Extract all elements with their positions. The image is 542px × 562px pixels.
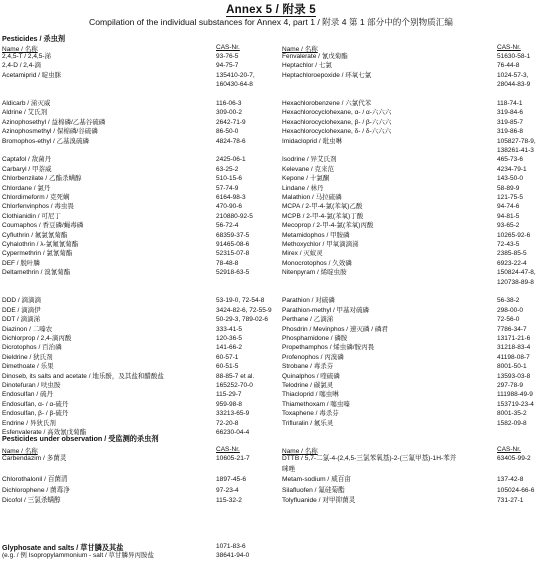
cas-number: 1024-57-3, — [497, 71, 529, 79]
cas-number: 91465-08-6 — [216, 241, 250, 248]
cas-number: 2425-06-1 — [216, 156, 246, 164]
cas-number: 141-66-2 — [216, 344, 243, 352]
section-heading-under-observation: Pesticides under observation / 受监测的杀虫剂 — [2, 434, 159, 443]
cas-number: 3424-82-6, 72-55-9 — [216, 306, 272, 314]
substance-name: Dichlorophene / 菌毒净 — [2, 486, 70, 494]
cas-number: 72-56-0 — [497, 316, 520, 324]
cas-number: 68359-37-5 — [216, 231, 250, 239]
cas-number: 52918-63-5 — [216, 269, 250, 277]
substance-name: Parathion-methyl / 甲基对硫磷 — [282, 306, 370, 314]
cas-number: 86-50-0 — [216, 128, 239, 136]
substance-name: 2,4-D / 2,4-滴 — [2, 62, 42, 70]
page-title — [0, 1, 542, 17]
cas-number: 8001-35-2 — [497, 410, 527, 418]
col-header-name-right: Name / 名称 — [282, 46, 318, 53]
substance-name: Dicrotophos / 百治磷 — [2, 344, 62, 352]
substance-name: 2,4,5-T / 2,4,5-涕 — [2, 53, 52, 60]
cas-number: 309-00-2 — [216, 109, 243, 117]
cas-number: 470-90-6 — [216, 203, 243, 211]
cas-number: 94-81-5 — [497, 212, 520, 220]
substance-name: Imidacloprid / 吡虫啉 — [282, 137, 342, 145]
cas-number: 298-00-0 — [497, 306, 524, 314]
substance-name: Cypermethrin / 氯氰菊酯 — [2, 250, 73, 258]
substance-name: Chlordane / 氯丹 — [2, 184, 51, 192]
substance-name: Strobane / 毒杀芬 — [282, 363, 334, 371]
cas-number: 94-75-7 — [216, 62, 239, 70]
cas-number: 137-42-8 — [497, 476, 524, 483]
substance-name: Chlorfenvinphos / 毒虫畏 — [2, 203, 74, 211]
substance-name: Dichlorprop / 2,4-滴丙酸 — [2, 335, 72, 342]
substance-name: DDT / 滴滴涕 — [2, 316, 41, 324]
substance-name: DEF / 脱叶膦 — [2, 259, 40, 267]
cas-number: 465-73-6 — [497, 156, 524, 164]
substance-name: Trifluralin / 氟乐灵 — [282, 419, 334, 427]
substance-name: Clothianidin / 可尼丁 — [2, 212, 61, 220]
cas-number: 76-44-8 — [497, 62, 520, 70]
substance-name: Acetamiprid / 啶虫脒 — [2, 71, 62, 79]
cas-number: 150824-47-8, — [497, 269, 536, 277]
substance-name: 咪唑 — [282, 465, 296, 473]
substance-name: Parathion / 对硫磷 — [282, 297, 335, 305]
cas-number: 72-20-8 — [216, 419, 239, 427]
cas-number: 93-76-5 — [216, 53, 239, 60]
col-header-cas-left: CAS-Nr. — [216, 44, 240, 51]
cas-number: 8001-50-1 — [497, 363, 527, 371]
cas-number: 105024-66-6 — [497, 486, 535, 494]
cas-number: 94-74-6 — [497, 203, 520, 211]
cas-number: 51630-58-1 — [497, 53, 531, 60]
substance-name: Monocrotophos / 久效磷 — [282, 259, 352, 267]
cas-number: 2642-71-9 — [216, 118, 246, 126]
substance-name: Chlordimeform / 克死螨 — [2, 194, 70, 201]
cas-number: 10265-92-6 — [497, 231, 531, 239]
cas-number: 143-50-0 — [497, 175, 524, 183]
cas-number: 28044-83-9 — [497, 81, 531, 89]
cas-number: 60-51-5 — [216, 363, 239, 371]
substance-name: Lindane / 林丹 — [282, 184, 324, 192]
col-header-name-left-2: Name / 名称 — [2, 448, 38, 455]
cas-number: 66230-04-4 — [216, 429, 250, 436]
substance-name: Azinophosmethyl / 保棉磷/谷硫磷 — [2, 128, 98, 136]
substance-name: Nitenpyram / 烯啶虫胺 — [282, 269, 347, 277]
page-subtitle: Compilation of the individual substances for Annex 4, part 1 / 附录 4 第 1 部分中的个别物质汇编 — [89, 17, 453, 27]
cas-number: 319-86-8 — [497, 128, 524, 136]
cas-number: 120738-89-8 — [497, 278, 534, 286]
section-heading-pesticides: Pesticides / 杀虫剂 — [2, 34, 66, 43]
cas-number: 60-57-1 — [216, 353, 239, 361]
col-header-cas-right-2: CAS-Nr. — [497, 446, 521, 453]
substance-name: Diazinon / 二嗪农 — [2, 325, 53, 333]
cas-number: 4234-79-1 — [497, 165, 527, 173]
substance-name: Tolyfluanide / 对甲抑菌灵 — [282, 497, 356, 504]
section-heading-glyphosate: Glyphosate and salts / 草甘膦及其盐 — [2, 543, 124, 552]
cas-number: 63-25-2 — [216, 165, 239, 173]
cas-number: 93-65-2 — [497, 222, 520, 230]
substance-name: Thiacloprid / 噻虫啉 — [282, 391, 339, 399]
cas-number: 56-72-4 — [216, 222, 239, 230]
cas-number: 41198-08-7 — [497, 353, 530, 361]
substance-name: Captafol / 敌菌丹 — [2, 156, 52, 164]
cas-number: 105827-78-9, — [497, 137, 536, 145]
cas-number: 165252-70-0 — [216, 382, 253, 389]
substance-name: Phosphamidone / 磷胺 — [282, 335, 348, 342]
glyphosate-cas: 1071-83-6 — [216, 543, 246, 550]
substance-name: Silafluofen / 氟硅菊酯 — [282, 486, 345, 494]
cas-number: 118-74-1 — [497, 100, 523, 107]
cas-number: 78-48-8 — [216, 259, 239, 267]
substance-name: DDE / 滴滴伊 — [2, 306, 41, 314]
substance-name: Thiamethoxam / 噻虫嗪 — [282, 400, 350, 408]
glyphosate-example-name: (e.g. / 例 Isopropylammonium - salt / 草甘膦异丙胺盐 — [2, 552, 155, 559]
substance-name: Endrine / 异狄氏剂 — [2, 419, 56, 427]
col-header-cas-left-2: CAS-Nr. — [216, 446, 240, 453]
cas-number: 4824-78-6 — [216, 137, 246, 145]
substance-name: DDD / 滴滴滴 — [2, 297, 41, 305]
cas-number: 33213-65-9 — [216, 410, 250, 418]
cas-number: 153719-23-4 — [497, 400, 534, 408]
cas-number: 115-29-7 — [216, 391, 242, 399]
cas-number: 120-36-5 — [216, 335, 243, 342]
cas-number: 160430-64-8 — [216, 81, 253, 89]
substance-name: Dimethoate / 乐果 — [2, 363, 54, 371]
cas-number: 10605-21-7 — [216, 455, 250, 462]
substance-name: Dicofol / 三氯杀螨醇 — [2, 497, 61, 504]
substance-name: Kelevane / 克来范 — [282, 165, 335, 173]
substance-name: Endosulfan / 硫丹 — [2, 391, 53, 399]
substance-name: Dinotefuran / 呋虫胺 — [2, 382, 61, 389]
substance-name: Propethamphos / 烯虫磷/胺丙畏 — [282, 344, 375, 352]
cas-number: 52315-07-8 — [216, 250, 250, 258]
cas-number: 111988-49-9 — [497, 391, 533, 399]
cas-number: 319-85-7 — [497, 118, 524, 126]
substance-name: Bromophos-ethyl / 乙基溴硫磷 — [2, 137, 90, 145]
cas-number: 50-29-3, 789-02-6 — [216, 316, 269, 324]
cas-number: 297-78-9 — [497, 382, 524, 389]
substance-name: Heptachlor / 七氯 — [282, 62, 332, 70]
substance-name: Carbendazim / 多菌灵 — [2, 455, 67, 462]
substance-name: Aldrine / 艾氏剂 — [2, 109, 48, 117]
substance-name: Isodrine / 异艾氏剂 — [282, 156, 337, 164]
substance-name: Chlorbenzilate / 乙酯杀螨醇 — [2, 175, 82, 183]
substance-name: Hexachlorocyclohexane, β- / β-六六六 — [282, 118, 392, 126]
substance-name: MCPA / 2-甲-4-氯(苯氧)乙酸 — [282, 203, 363, 211]
substance-name: Esfenvalerate / 高效氰戊菊酯 — [2, 429, 87, 436]
substance-name: Aldicarb / 涕灭威 — [2, 100, 51, 107]
cas-number: 58-89-9 — [497, 184, 520, 192]
cas-number: 31218-83-4 — [497, 344, 531, 352]
cas-number: 959-98-8 — [216, 400, 243, 408]
substance-name: Endosulfan, α- / α-硫丹 — [2, 400, 69, 408]
glyphosate-example-cas: 38641-94-0 — [216, 552, 250, 559]
substance-name: Malathion / 马拉硫磷 — [282, 194, 342, 201]
substance-name: Dieldrine / 狄氏剂 — [2, 353, 53, 361]
substance-name: Quinalphos / 喹硫磷 — [282, 372, 340, 380]
cas-number: 56-38-2 — [497, 297, 520, 305]
cas-number: 1582-09-8 — [497, 419, 527, 427]
cas-number: 13593-03-8 — [497, 372, 531, 380]
cas-number: 97-23-4 — [216, 486, 239, 494]
cas-number: 63405-99-2 — [497, 455, 531, 462]
substance-name: Telodrine / 碳氯灵 — [282, 382, 334, 389]
cas-number: 116-06-3 — [216, 100, 242, 107]
substance-name: Kepone / 十氯酮 — [282, 175, 330, 183]
substance-name: Chlorothalonil / 百菌清 — [2, 476, 68, 483]
substance-name: Deltamethrin / 溴氰菊酯 — [2, 269, 71, 277]
substance-name: Carbaryl / 甲萘威 — [2, 165, 52, 173]
cas-number: 88-85-7 et al. — [216, 372, 255, 380]
cas-number: 6923-22-4 — [497, 259, 527, 267]
substance-name: Heptachloroepoxide / 环氧七氯 — [282, 71, 372, 79]
cas-number: 135410-20-7, — [216, 71, 255, 79]
cas-number: 6164-98-3 — [216, 194, 246, 201]
title-text: Annex 5 / 附录 5 — [226, 4, 316, 16]
cas-number: 57-74-9 — [216, 184, 239, 192]
cas-number: 138261-41-3 — [497, 147, 534, 154]
substance-name: MCPB / 2-甲-4-氯(苯氧)丁酸 — [282, 212, 364, 220]
cas-number: 333-41-5 — [216, 325, 243, 333]
cas-number: 13171-21-6 — [497, 335, 531, 342]
substance-name: Hexachlorocyclohexane, α- / α-六六六 — [282, 109, 392, 117]
substance-name: Azinophosethyl / 益棉磷/乙基谷硫磷 — [2, 118, 106, 126]
substance-name: Metamidophos / 甲胺磷 — [282, 231, 350, 239]
substance-name: Mecoprop / 2-甲-4-氯(苯氧)丙酸 — [282, 222, 374, 230]
substance-name: Dinoseb, its salts and acetate / 地乐酚，及其盐和醋酸盐 — [2, 372, 164, 380]
cas-number: 731-27-1 — [497, 497, 524, 504]
substance-name: Phosdrin / Mevinphos / 速灭磷 / 磷君 — [282, 325, 388, 333]
substance-name: Methoxychlor / 甲氧滴滴涕 — [282, 241, 359, 248]
col-header-cas-right: CAS-Nr. — [497, 44, 521, 51]
substance-name: Hexachlorobenzene / 六氯代苯 — [282, 100, 372, 107]
substance-name: Cyhalothrin / λ-氯氟氰菊酯 — [2, 241, 79, 248]
cas-number: 1897-45-6 — [216, 476, 247, 483]
cas-number: 115-32-2 — [216, 497, 242, 504]
cas-number: 2385-85-5 — [497, 250, 527, 258]
cas-number: 7786-34-7 — [497, 325, 527, 333]
cas-number: 319-84-6 — [497, 109, 524, 117]
substance-name: Hexachlorocyclohexane, δ- / δ-六六六 — [282, 128, 392, 136]
substance-name: Cyfluthrin / 氟氯氰菊酯 — [2, 231, 68, 239]
substance-name: Endosulfan, β- / β-硫丹 — [2, 410, 69, 418]
cas-number: 53-19-0, 72-54-8 — [216, 297, 265, 305]
cas-number: 72-43-5 — [497, 241, 520, 248]
substance-name: Perthane / 乙滴涕 — [282, 316, 334, 324]
substance-name: Profenophos / 丙溴磷 — [282, 353, 344, 361]
cas-number: 210880-92-5 — [216, 212, 253, 220]
substance-name: DTTB / 5,7-二氯-4-(2,4,5-三氯苯氧基)-2-(三氟甲基)-1H-苯并 — [282, 455, 457, 462]
cas-number: 510-15-6 — [216, 175, 243, 183]
substance-name: Metam-sodium / 威百亩 — [282, 476, 351, 483]
substance-name: Coumaphos / 香豆磷/蝇毒磷 — [2, 222, 84, 230]
cas-number: 121-75-5 — [497, 194, 524, 201]
substance-name: Fenvalerate / 氰戊菊酯 — [282, 53, 348, 60]
substance-name: Toxaphene / 毒杀芬 — [282, 410, 339, 418]
substance-name: Mirex / 灭蚁灵 — [282, 250, 323, 258]
col-header-name-left: Name / 名称 — [2, 46, 38, 53]
col-header-name-right-2: Name / 名称 — [282, 448, 318, 455]
